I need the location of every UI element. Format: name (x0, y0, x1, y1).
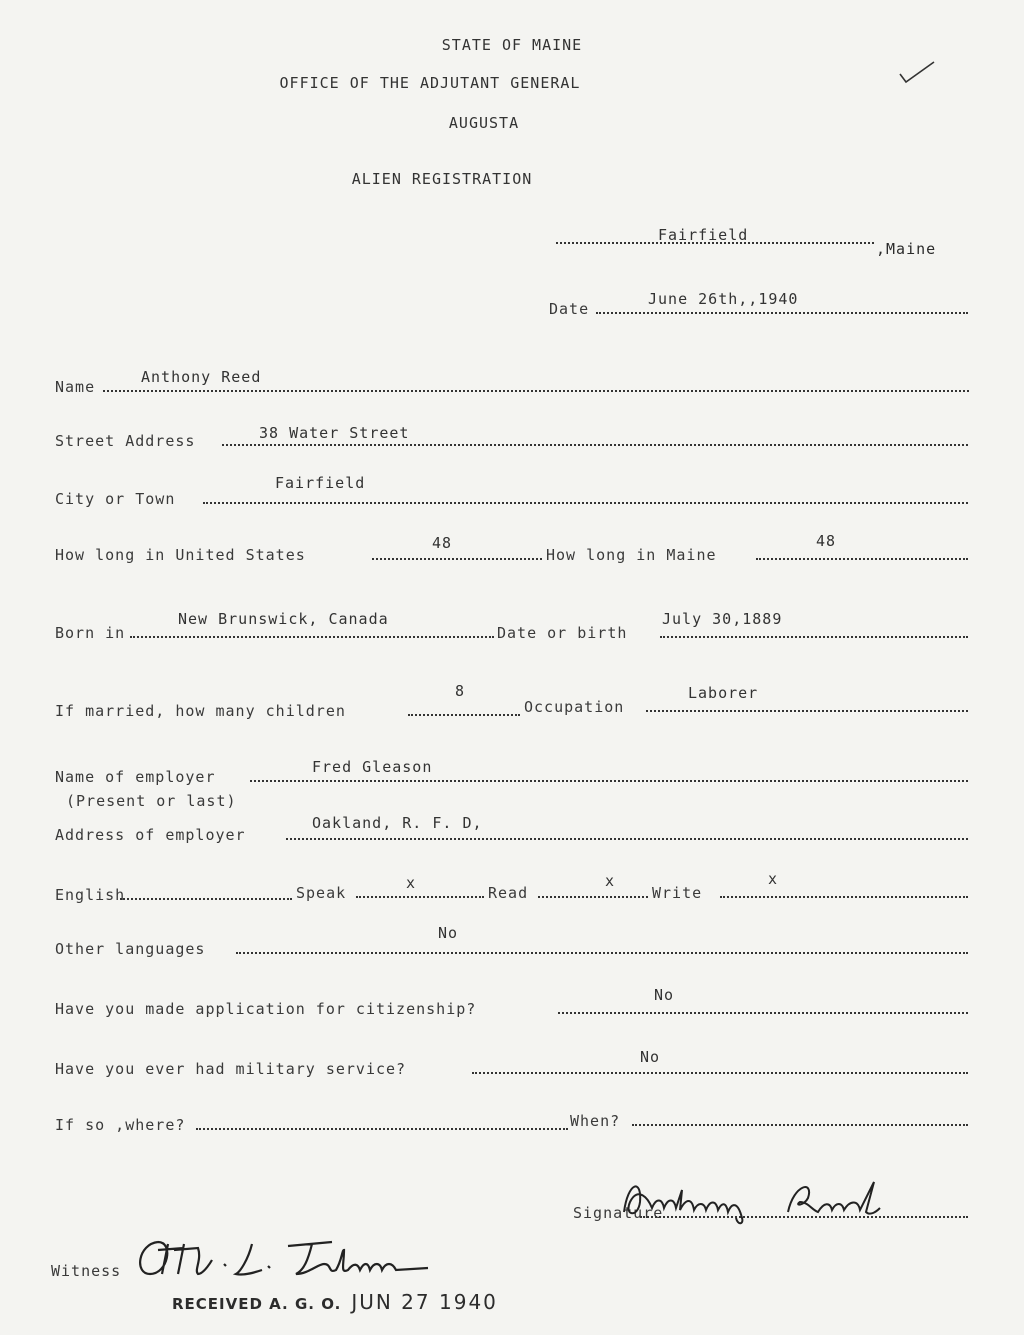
received-stamp-text: RECEIVED A. G. O. (172, 1295, 342, 1313)
form-title: ALIEN REGISTRATION (351, 170, 533, 188)
speak-value: x (406, 874, 417, 892)
other-languages-label: Other languages (55, 940, 206, 958)
citizenship-dots (558, 1012, 968, 1014)
city-value: Fairfield (275, 474, 366, 492)
date-label: Date (549, 300, 590, 318)
how-long-maine-dots (756, 558, 968, 560)
english-label: English (55, 886, 126, 904)
how-long-us-label: How long in United States (55, 546, 306, 564)
speak-dots (356, 896, 484, 898)
speak-label: Speak (296, 884, 347, 902)
header-city: AUGUSTA (448, 114, 520, 132)
date-dots (596, 312, 968, 314)
employer-sublabel: (Present or last) (66, 792, 237, 810)
where-dots (196, 1128, 568, 1130)
name-value: Anthony Reed (141, 368, 262, 386)
where-label: If so ,where? (55, 1116, 186, 1134)
city-dots (203, 502, 968, 504)
name-label: Name (55, 378, 96, 396)
checkmark-icon (898, 58, 936, 90)
how-long-us-value: 48 (432, 534, 453, 552)
military-dots (472, 1072, 968, 1074)
witness-handwriting (128, 1230, 438, 1284)
other-languages-dots (236, 952, 968, 954)
how-long-maine-value: 48 (816, 532, 837, 550)
how-long-us-dots (372, 558, 542, 560)
born-in-value: New Brunswick, Canada (178, 610, 389, 628)
read-label: Read (488, 884, 529, 902)
english-dots (120, 898, 292, 900)
date-of-birth-dots (660, 636, 968, 638)
military-label: Have you ever had military service? (55, 1060, 407, 1078)
read-value: x (605, 872, 616, 890)
employer-dots (250, 780, 968, 782)
born-in-dots (130, 636, 494, 638)
employer-address-value: Oakland, R. F. D, (312, 814, 483, 832)
signature-handwriting (618, 1172, 898, 1228)
when-label: When? (570, 1112, 621, 1130)
street-label: Street Address (55, 432, 196, 450)
other-languages-value: No (438, 924, 459, 942)
born-in-label: Born in (55, 624, 126, 642)
occupation-label: Occupation (524, 698, 625, 716)
date-of-birth-label: Date or birth (497, 624, 628, 642)
place-suffix: ,Maine (876, 240, 937, 258)
read-dots (538, 896, 648, 898)
military-value: No (640, 1048, 661, 1066)
header-state: STATE OF MAINE (441, 36, 583, 54)
write-value: x (768, 870, 779, 888)
citizenship-label: Have you made application for citizenship? (55, 1000, 477, 1018)
received-stamp (172, 1290, 498, 1314)
street-dots (222, 444, 968, 446)
city-label: City or Town (55, 490, 176, 508)
date-of-birth-value: July 30,1889 (662, 610, 783, 628)
date-value: June 26th,,1940 (648, 290, 799, 308)
place-dots (556, 242, 874, 244)
citizenship-value: No (654, 986, 675, 1004)
children-value: 8 (455, 682, 466, 700)
write-label: Write (652, 884, 703, 902)
name-dots (103, 390, 969, 392)
how-long-maine-label: How long in Maine (546, 546, 717, 564)
street-value: 38 Water Street (259, 424, 410, 442)
employer-address-dots (286, 838, 968, 840)
children-dots (408, 714, 520, 716)
received-stamp-date: JUN 27 1940 (351, 1290, 498, 1314)
employer-address-label: Address of employer (55, 826, 246, 844)
children-label: If married, how many children (55, 702, 346, 720)
when-dots (632, 1124, 968, 1126)
occupation-value: Laborer (688, 684, 759, 702)
header-office: OFFICE OF THE ADJUTANT GENERAL (279, 74, 581, 92)
employer-value: Fred Gleason (312, 758, 433, 776)
write-dots (720, 896, 968, 898)
place-value: Fairfield (658, 226, 749, 244)
signature-label: Signature (573, 1204, 664, 1222)
employer-label: Name of employer (55, 768, 216, 786)
witness-label: Witness (51, 1262, 122, 1280)
occupation-dots (646, 710, 968, 712)
